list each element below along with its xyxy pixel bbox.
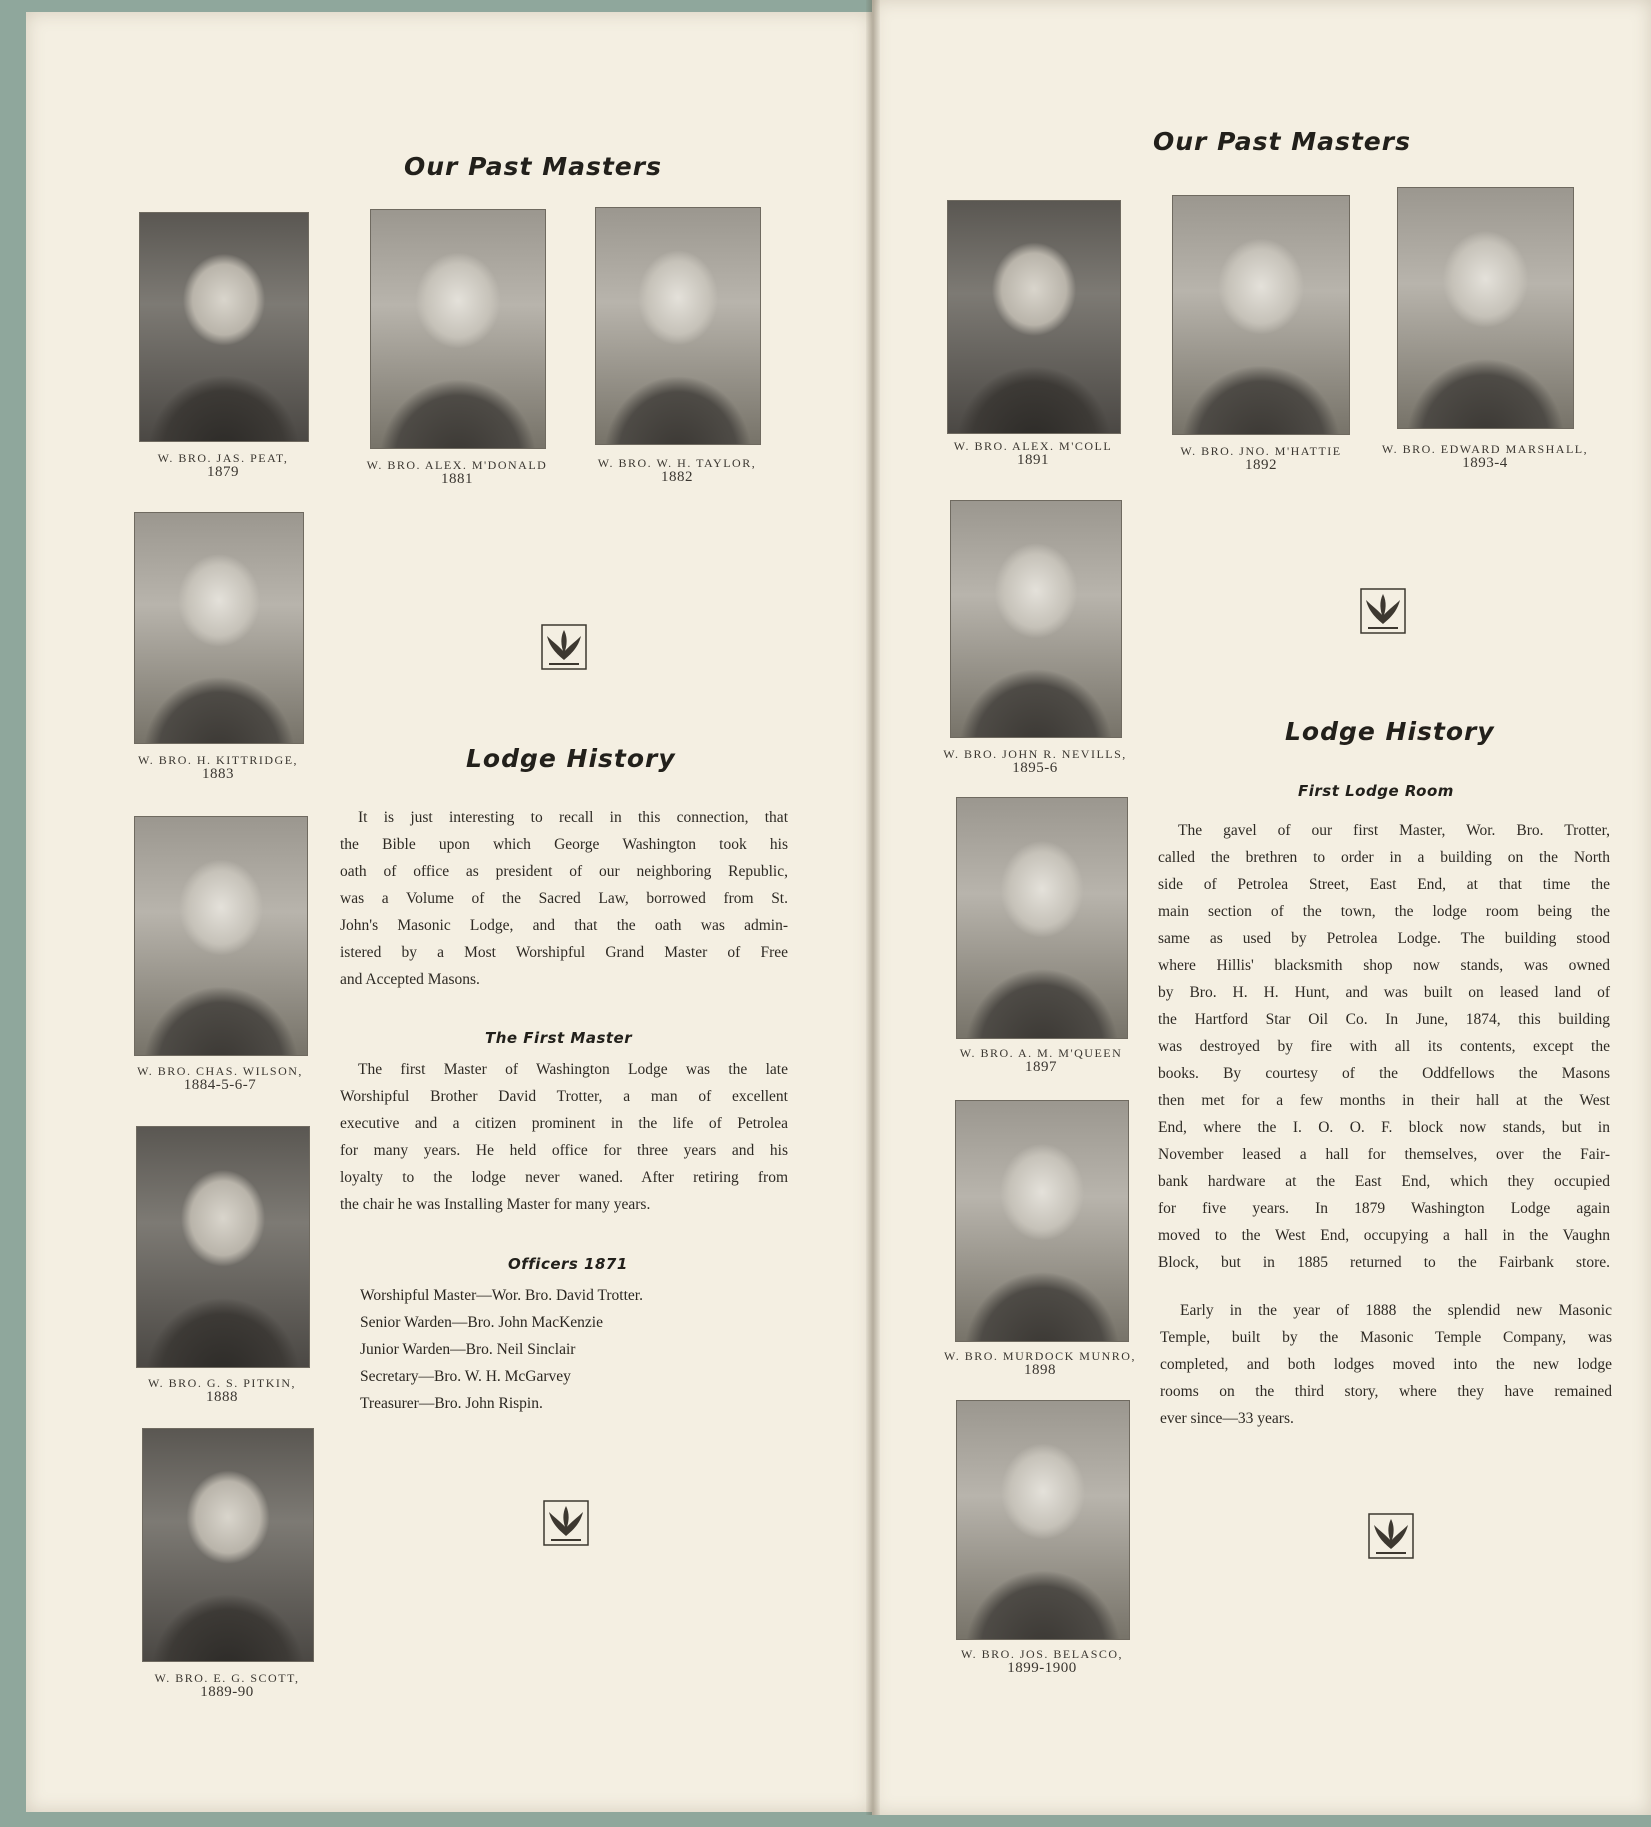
- text-line: John's Masonic Lodge, and that the oath was admin-: [340, 917, 788, 934]
- portrait-caption: [567, 457, 787, 484]
- text-line: rooms on the third story, where they have remained: [1160, 1383, 1612, 1400]
- portrait-name: W. BRO. H. KITTRIDGE,: [137, 753, 299, 767]
- text-line: completed, and both lodges moved into the new lodge: [1160, 1356, 1612, 1373]
- portrait-name: W. BRO. W. H. TAYLOR,: [597, 456, 757, 470]
- officer-entry: Senior Warden—Bro. John MacKenzie: [360, 1314, 603, 1331]
- text-line: Temple, built by the Masonic Temple Company, was: [1160, 1329, 1612, 1346]
- portrait-photo: [955, 1100, 1129, 1342]
- portrait-photo: [136, 1126, 310, 1368]
- portrait-photo: [956, 797, 1128, 1039]
- portrait-year: 1899-1900: [1007, 1660, 1077, 1676]
- portrait-photo: [370, 209, 546, 449]
- officers-heading: Officers 1871: [508, 1255, 628, 1273]
- text-line: same as used by Petrolea Lodge. The building stood: [1158, 930, 1610, 947]
- portrait-name: W. BRO. EDWARD MARSHALL,: [1381, 442, 1589, 456]
- portrait-name: W. BRO. A. M. M'QUEEN: [959, 1046, 1123, 1060]
- portrait-photo: [142, 1428, 314, 1662]
- text-line: for many years. He held office for three years and his: [340, 1142, 788, 1159]
- text-line: Early in the year of 1888 the splendid new Masonic: [1180, 1302, 1612, 1319]
- portrait-year: 1888: [206, 1389, 238, 1405]
- leaf-ornament-icon: [543, 1500, 589, 1546]
- portrait-caption: [920, 440, 1146, 467]
- portrait-year: 1893-4: [1462, 455, 1508, 471]
- text-line: November leased a hall for themselves, over the Fair-: [1158, 1146, 1610, 1163]
- portrait-caption: [920, 748, 1150, 775]
- portrait-caption: [1370, 443, 1600, 470]
- text-line: main section of the town, the lodge room being the: [1158, 903, 1610, 920]
- portrait-year: 1881: [441, 471, 473, 487]
- text-line: and Accepted Masons.: [340, 971, 480, 988]
- text-line: side of Petrolea Street, East End, at that time the: [1158, 876, 1610, 893]
- text-line: The gavel of our first Master, Wor. Bro. Trotter,: [1178, 822, 1610, 839]
- right-history-heading: Lodge History: [1285, 717, 1495, 746]
- portrait-name: W. BRO. JAS. PEAT,: [157, 451, 289, 465]
- first-master-paragraph: [340, 1056, 788, 1218]
- portrait-year: 1879: [207, 464, 239, 480]
- officers-list: [360, 1282, 643, 1417]
- text-line: then met for a few months in their hall at the West: [1158, 1092, 1610, 1109]
- text-line: for five years. In 1879 Washington Lodge again: [1158, 1200, 1610, 1217]
- portrait-caption: [928, 1047, 1154, 1074]
- text-line: executive and a citizen prominent in the life of Petrolea: [340, 1115, 788, 1132]
- portrait-caption: [1148, 445, 1374, 472]
- text-line: Block, but in 1885 returned to the Fairbank store.: [1158, 1254, 1610, 1271]
- portrait-caption: [118, 452, 328, 479]
- left-page-heading: Our Past Masters: [404, 152, 662, 181]
- text-line: was a Volume of the Sacred Law, borrowed from St.: [340, 890, 788, 907]
- text-line: Worshipful Brother David Trotter, a man of excellent: [340, 1088, 788, 1105]
- portrait-name: W. BRO. JNO. M'HATTIE: [1180, 444, 1342, 458]
- portrait-year: 1897: [1025, 1059, 1057, 1075]
- portrait-photo: [947, 200, 1121, 434]
- text-line: was destroyed by fire with all its contents, except the: [1158, 1038, 1610, 1055]
- text-line: books. By courtesy of the Oddfellows the Masons: [1158, 1065, 1610, 1082]
- portrait-year: 1882: [661, 469, 693, 485]
- temple-paragraph: [1160, 1297, 1612, 1432]
- portrait-caption: [114, 1377, 330, 1404]
- portrait-caption: [342, 459, 572, 486]
- text-line: oath of office as president of our neighboring Republic,: [340, 863, 788, 880]
- portrait-name: W. BRO. JOHN R. NEVILLS,: [943, 747, 1127, 761]
- text-line: the chair he was Installing Master for many years.: [340, 1196, 651, 1213]
- portrait-name: W. BRO. CHAS. WILSON,: [137, 1064, 303, 1078]
- portrait-year: 1898: [1024, 1362, 1056, 1378]
- leaf-ornament-icon: [1360, 588, 1406, 634]
- officer-entry: Worshipful Master—Wor. Bro. David Trotter.: [360, 1287, 643, 1304]
- portrait-name: W. BRO. E. G. SCOTT,: [154, 1671, 300, 1685]
- leaf-ornament-icon: [541, 624, 587, 670]
- portrait-photo: [595, 207, 761, 445]
- left-history-heading: Lodge History: [466, 744, 676, 773]
- portrait-photo: [956, 1400, 1130, 1640]
- text-line: loyalty to the lodge never waned. After retiring from: [340, 1169, 788, 1186]
- portrait-caption: [112, 1065, 328, 1092]
- first-room-paragraph: [1158, 817, 1610, 1276]
- portrait-photo: [134, 816, 308, 1056]
- officer-entry: Secretary—Bro. W. H. McGarvey: [360, 1368, 571, 1385]
- book-gutter: [866, 0, 880, 1815]
- text-line: where Hillis' blacksmith shop now stands, was owned: [1158, 957, 1610, 974]
- text-line: the Bible upon which George Washington took his: [340, 836, 788, 853]
- text-line: It is just interesting to recall in this connection, that: [358, 809, 788, 826]
- portrait-year: 1884-5-6-7: [183, 1077, 257, 1093]
- portrait-year: 1883: [202, 766, 234, 782]
- portrait-year: 1895-6: [1012, 760, 1058, 776]
- officer-entry: Junior Warden—Bro. Neil Sinclair: [360, 1341, 576, 1358]
- portrait-caption: [112, 754, 324, 781]
- right-page-heading: Our Past Masters: [1153, 127, 1411, 156]
- portrait-photo: [1172, 195, 1350, 435]
- text-line: the Hartford Star Oil Co. In June, 1874, this building: [1158, 1011, 1610, 1028]
- portrait-name: W. BRO. ALEX. M'COLL: [953, 439, 1113, 453]
- portrait-photo: [139, 212, 309, 442]
- text-line: istered by a Most Worshipful Grand Master of Free: [340, 944, 788, 961]
- text-line: ever since—33 years.: [1160, 1410, 1294, 1427]
- text-line: bank hardware at the East End, which they occupied: [1158, 1173, 1610, 1190]
- text-line: End, where the I. O. O. F. block now stands, but in: [1158, 1119, 1610, 1136]
- portrait-caption: [925, 1350, 1155, 1377]
- portrait-photo: [134, 512, 304, 744]
- portrait-name: W. BRO. JOS. BELASCO,: [960, 1647, 1124, 1661]
- text-line: by Bro. H. H. Hunt, and was built on leased land of: [1158, 984, 1610, 1001]
- first-room-heading: First Lodge Room: [1298, 782, 1454, 800]
- intro-paragraph: [340, 804, 788, 993]
- portrait-year: 1892: [1245, 457, 1277, 473]
- first-master-heading: The First Master: [485, 1029, 633, 1047]
- portrait-name: W. BRO. ALEX. M'DONALD: [366, 458, 548, 472]
- portrait-photo: [1397, 187, 1574, 429]
- officer-entry: Treasurer—Bro. John Rispin.: [360, 1395, 543, 1412]
- portrait-year: 1889-90: [200, 1684, 254, 1700]
- text-line: The first Master of Washington Lodge was the late: [358, 1061, 788, 1078]
- text-line: moved to the West End, occupying a hall in the Vaughn: [1158, 1227, 1610, 1244]
- portrait-caption: [930, 1648, 1154, 1675]
- text-line: called the brethren to order in a building on the North: [1158, 849, 1610, 866]
- portrait-year: 1891: [1017, 452, 1049, 468]
- portrait-photo: [950, 500, 1122, 738]
- portrait-caption: [118, 1672, 336, 1699]
- portrait-name: W. BRO. G. S. PITKIN,: [147, 1376, 297, 1390]
- portrait-name: W. BRO. MURDOCK MUNRO,: [944, 1349, 1136, 1363]
- leaf-ornament-icon: [1368, 1513, 1414, 1559]
